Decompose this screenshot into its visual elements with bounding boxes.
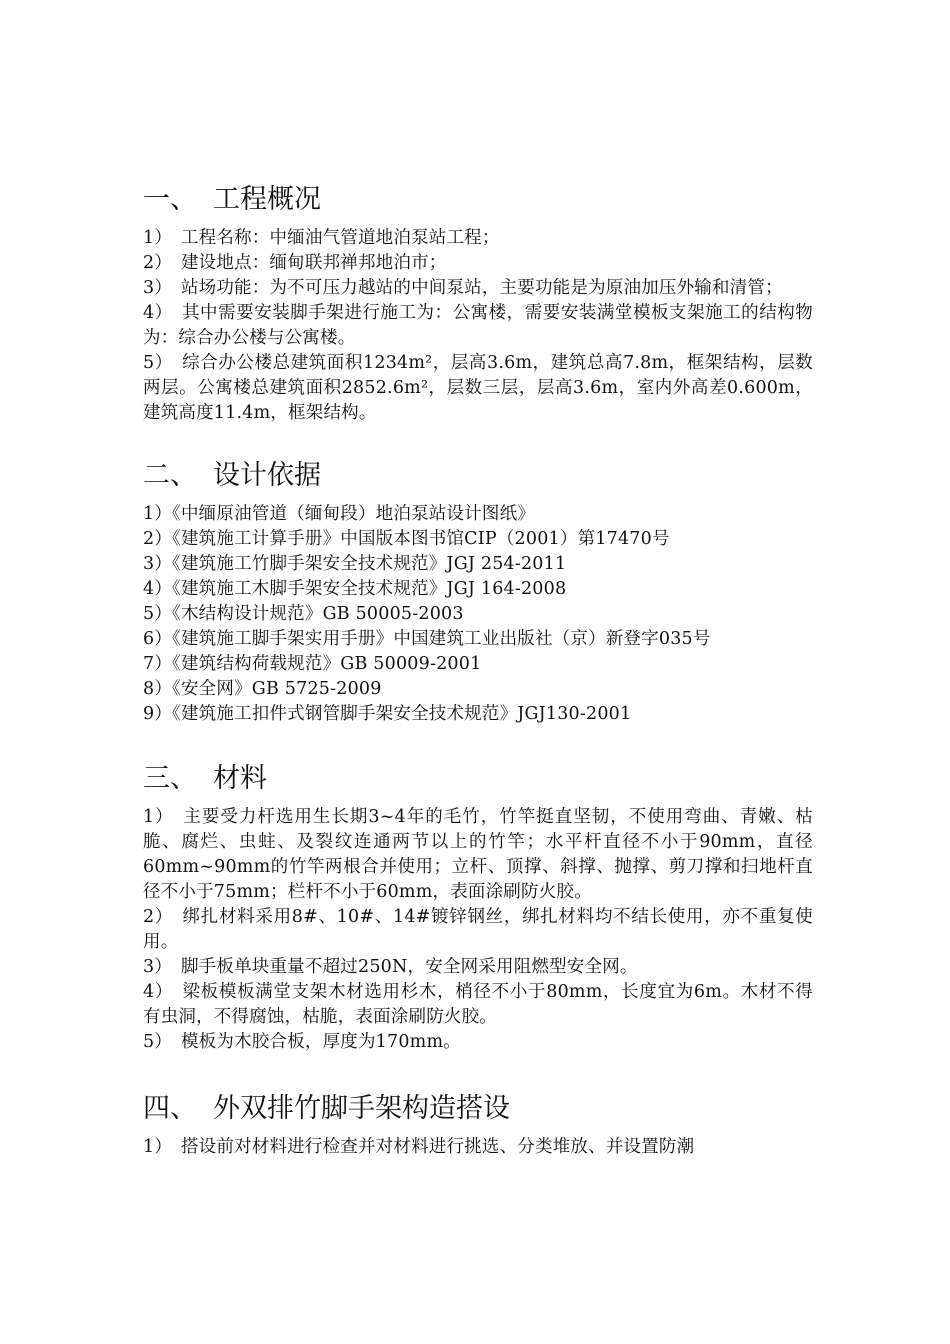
section-title: 工程概况 <box>213 184 321 215</box>
section-heading <box>143 456 813 496</box>
list-item: 1）《中缅原油管道（缅甸段）地泊泵站设计图纸》 <box>143 504 535 524</box>
section-design-basis <box>143 456 813 727</box>
list-item: 2） 绑扎材料采用8#、10#、14#镀锌钢丝，绑扎材料均不结长使用，亦不重复使用。 <box>143 907 813 952</box>
section-title: 设计依据 <box>213 460 321 491</box>
section-title: 材料 <box>213 763 267 794</box>
list-item: 1） 搭设前对材料进行检查并对材料进行挑选、分类堆放、并设置防潮 <box>143 1137 695 1157</box>
section-heading <box>143 180 813 220</box>
section-number: 一、 <box>143 184 197 215</box>
list-item: 1） 工程名称：中缅油气管道地泊泵站工程； <box>143 228 500 248</box>
list-item: 4）《建筑施工木脚手架安全技术规范》JGJ 164-2008 <box>143 579 567 599</box>
list-item: 1） 主要受力杆选用生长期3~4年的毛竹，竹竿挺直坚韧，不使用弯曲、青嫩、枯脆、腐烂、虫蛀、及裂纹连通两节以上的竹竿；水平杆直径不小于90mm，直径60mm~90mm的竹竿两根合并使用；立杆、顶撑、斜撑、抛撑、剪刀撑和扫地杆直径不小于75mm；栏杆不小于60mm，表面涂刷防火胶。 <box>143 807 813 902</box>
list-item: 6）《建筑施工脚手架实用手册》中国建筑工业出版社（京）新登字035号 <box>143 629 711 649</box>
section-number: 四、 <box>143 1093 197 1124</box>
list-item: 5） 模板为木胶合板，厚度为170mm。 <box>143 1032 461 1052</box>
list-item: 8）《安全网》GB 5725-2009 <box>143 679 382 699</box>
spacer <box>143 1055 813 1089</box>
list-item: 3）《建筑施工竹脚手架安全技术规范》JGJ 254-2011 <box>143 554 567 574</box>
list-item: 2） 建设地点：缅甸联邦禅邦地泊市； <box>143 253 447 273</box>
spacer <box>143 727 813 759</box>
section-overview <box>143 180 813 426</box>
section-title: 外双排竹脚手架构造搭设 <box>213 1093 510 1124</box>
section-number: 二、 <box>143 460 197 491</box>
list-item: 3） 脚手板单块重量不超过250N，安全网采用阻燃型安全网。 <box>143 957 638 977</box>
list-item: 5）《木结构设计规范》GB 50005-2003 <box>143 604 464 624</box>
section-heading <box>143 1089 813 1129</box>
list-item: 7）《建筑结构荷载规范》GB 50009-2001 <box>143 654 482 674</box>
list-item: 2）《建筑施工计算手册》中国版本图书馆CIP（2001）第17470号 <box>143 529 670 549</box>
list-item: 9）《建筑施工扣件式钢管脚手架安全技术规范》JGJ130-2001 <box>143 704 632 724</box>
document-page <box>143 180 813 1160</box>
spacer <box>143 426 813 456</box>
list-item: 4） 其中需要安装脚手架进行施工为：公寓楼，需要安装满堂模板支架施工的结构物为：综合办公楼与公寓楼。 <box>143 303 813 348</box>
list-item: 5） 综合办公楼总建筑面积1234m²，层高3.6m，建筑总高7.8m，框架结构，层数两层。公寓楼总建筑面积2852.6m²，层数三层，层高3.6m，室内外高差0.600m，建筑高度11.4m，框架结构。 <box>143 353 813 423</box>
section-heading <box>143 759 813 799</box>
section-materials <box>143 759 813 1055</box>
section-number: 三、 <box>143 763 197 794</box>
section-scaffold-construction <box>143 1089 813 1160</box>
list-item: 3） 站场功能：为不可压力越站的中间泵站，主要功能是为原油加压外输和清管； <box>143 278 783 298</box>
list-item: 4） 梁板模板满堂支架木材选用杉木，梢径不小于80mm，长度宜为6m。木材不得有虫洞，不得腐蚀，枯脆，表面涂刷防火胶。 <box>143 982 813 1027</box>
